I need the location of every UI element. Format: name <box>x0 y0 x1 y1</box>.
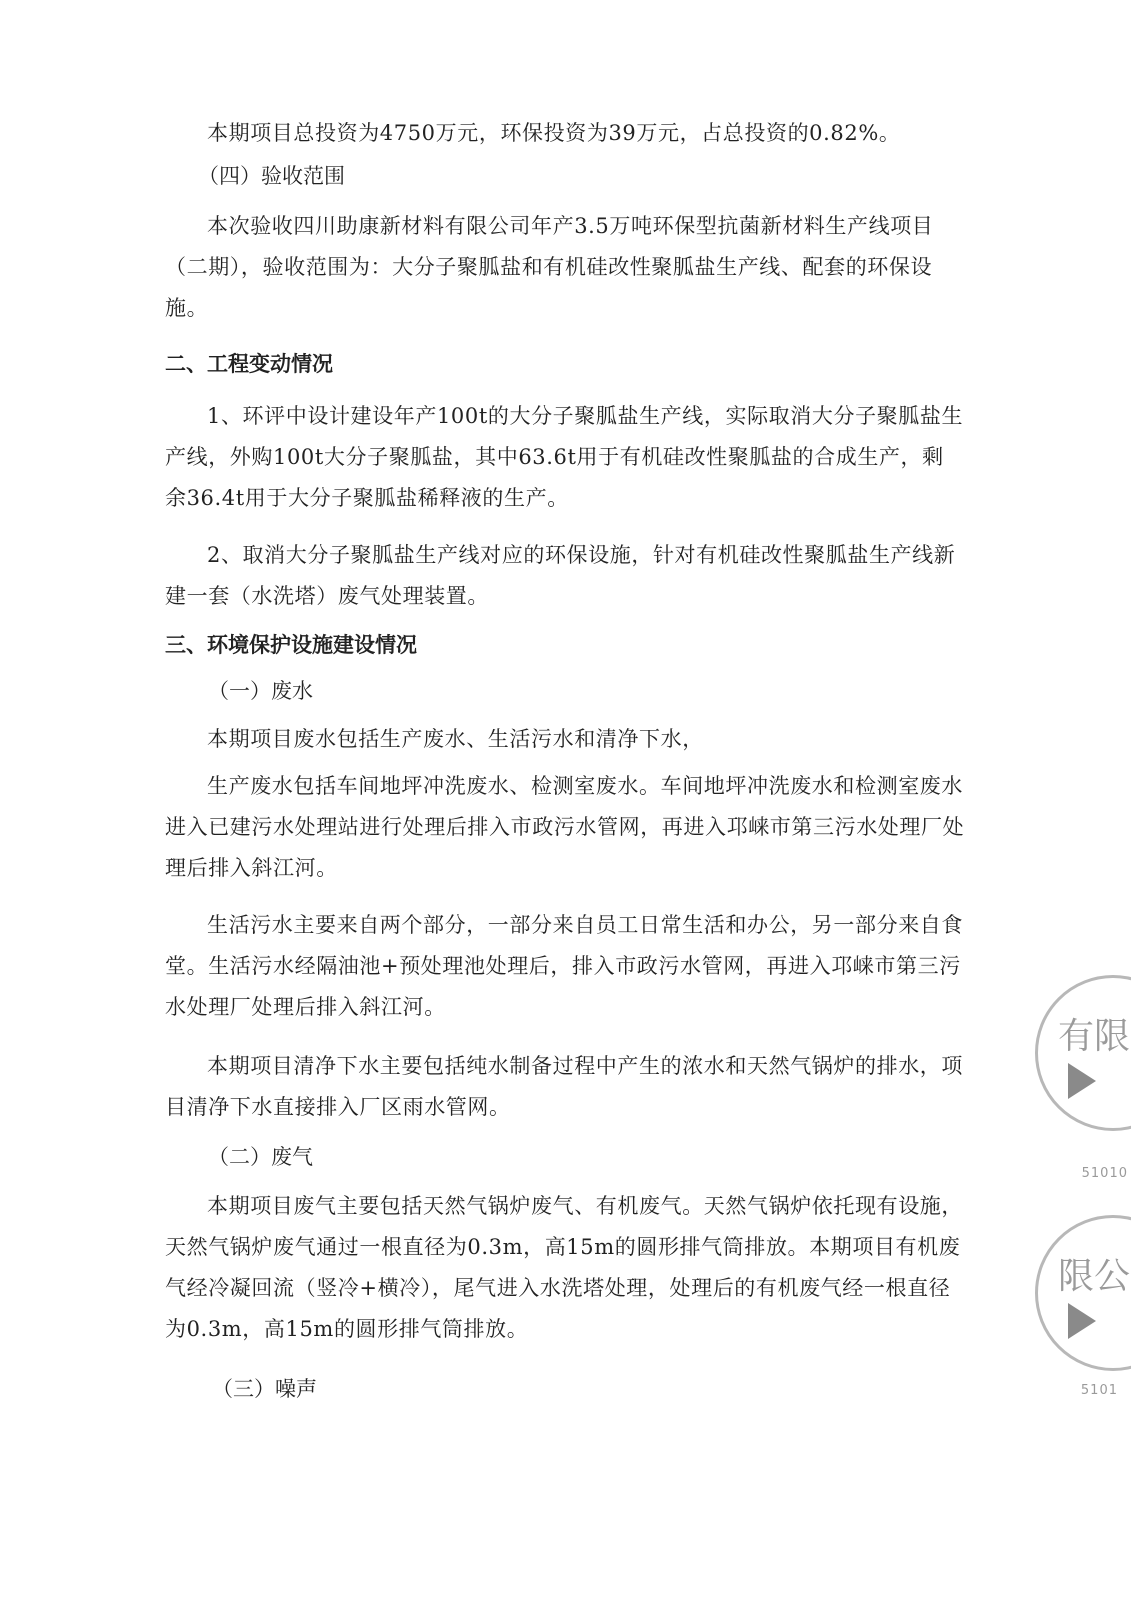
seal-number-lower: 5101 <box>1080 1383 1118 1398</box>
change-item-1: 1、环评中设计建设年产100t的大分子聚胍盐生产线，实际取消大分子聚胍盐生产线，外购100t大分子聚胍盐，其中63.6t用于有机硅改性聚胍盐的合成生产，剩余36.4t用于大分子聚胍盐稀释液的生产。 <box>165 404 964 510</box>
company-seal-stamp-lower <box>1035 1215 1131 1398</box>
exhaust-gas-paragraph: 本期项目废气主要包括天然气锅炉废气、有机废气。天然气锅炉依托现有设施，天然气锅炉废气通过一根直径为0.3m，高15m的圆形排气筒排放。本期项目有机废气经冷凝回流（竖冷+横冷），尾气进入水洗塔处理，处理后的有机废气经一根直径为0.3m，高15m的圆形排气筒排放。 <box>165 1194 963 1341</box>
subheading-noise: （三）噪声 <box>212 1377 317 1401</box>
subheading-exhaust-gas: （二）废气 <box>208 1145 313 1169</box>
production-wastewater-paragraph: 生产废水包括车间地坪冲洗废水、检测室废水。车间地坪冲洗废水和检测室废水进入已建污水处理站进行处理后排入市政污水管网，再进入邛崃市第三污水处理厂处理后排入斜江河。 <box>165 774 965 880</box>
wastewater-intro-paragraph: 本期项目废水包括生产废水、生活污水和清净下水， <box>207 727 704 751</box>
subheading-wastewater: （一）废水 <box>208 679 313 703</box>
clean-water-paragraph: 本期项目清净下水主要包括纯水制备过程中产生的浓水和天然气锅炉的排水，项目清净下水直接排入厂区雨水管网。 <box>165 1054 963 1119</box>
company-seal-stamp-upper <box>1035 975 1131 1181</box>
seal-arrow-icon-upper <box>1068 1063 1096 1099</box>
seal-glyph-lower: 限公 <box>1058 1256 1131 1297</box>
seal-number-upper: 51010 <box>1081 1166 1128 1181</box>
change-item-2: 2、取消大分子聚胍盐生产线对应的环保设施，针对有机硅改性聚胍盐生产线新建一套（水洗塔）废气处理装置。 <box>165 543 956 608</box>
subheading-scope: （四）验收范围 <box>198 164 345 188</box>
heading-project-changes: 二、工程变动情况 <box>165 352 333 376</box>
seal-arrow-icon-lower <box>1068 1303 1096 1339</box>
heading-env-facilities: 三、环境保护设施建设情况 <box>165 633 417 657</box>
investment-paragraph: 本期项目总投资为4750万元，环保投资为39万元，占总投资的0.82%。 <box>207 121 901 145</box>
scope-paragraph: 本次验收四川助康新材料有限公司年产3.5万吨环保型抗菌新材料生产线项目（二期），验收范围为：大分子聚胍盐和有机硅改性聚胍盐生产线、配套的环保设施。 <box>165 214 934 320</box>
seal-glyph-upper: 有限 <box>1058 1016 1131 1057</box>
domestic-sewage-paragraph: 生活污水主要来自两个部分，一部分来自员工日常生活和办公，另一部分来自食堂。生活污水经隔油池+预处理池处理后，排入市政污水管网，再进入邛崃市第三污水处理厂处理后排入斜江河。 <box>165 913 963 1019</box>
